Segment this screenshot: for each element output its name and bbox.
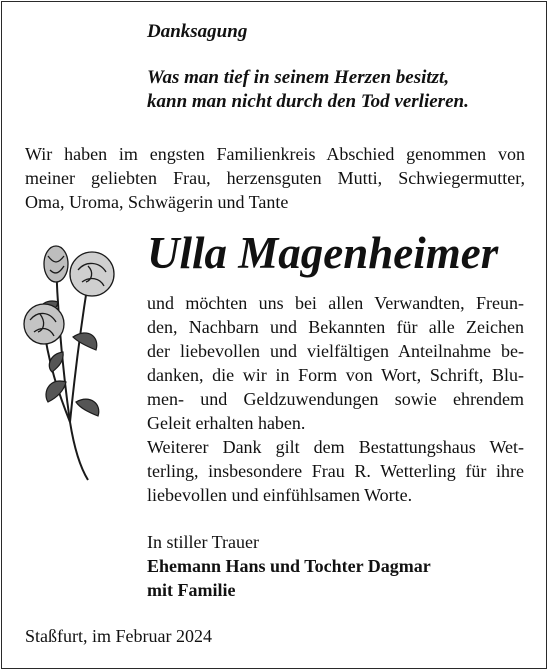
thanks-paragraph: [147, 291, 524, 507]
intro-line: meiner geliebten Frau, herzensguten Mutti, Schwiegermutter,: [25, 168, 525, 188]
signature-family: mit Familie: [147, 580, 236, 600]
intro-line: Wir haben im engsten Familienkreis Abschied genommen von: [25, 144, 525, 164]
signature-intro: In stiller Trauer: [147, 532, 259, 552]
deceased-name: Ulla Magenheimer: [147, 228, 499, 278]
thanks-line: der liebevollen und vielfältigen Anteilnahme be-: [147, 341, 524, 361]
thanks-line: und möchten uns bei allen Verwandten, Freun-: [147, 293, 524, 313]
place-date: Staßfurt, im Februar 2024: [25, 626, 212, 646]
roses-icon: [18, 242, 118, 482]
heading: Danksagung: [147, 21, 248, 42]
intro-paragraph: [25, 142, 525, 214]
quote-line: kann man nicht durch den Tod verlieren.: [147, 91, 469, 112]
thanks-line: men- und Geldzuwendungen sowie ehrendem: [147, 389, 524, 409]
memorial-quote: [147, 66, 469, 114]
thanks-line: danken, die wir in Form von Wort, Schrift, Blu-: [147, 365, 524, 385]
quote-line: Was man tief in seinem Herzen besitzt,: [147, 67, 450, 88]
thanks-line: Geleit erhalten haben.: [147, 413, 306, 433]
thanks-line: Weiterer Dank gilt dem Bestattungshaus Wet-: [147, 437, 524, 457]
intro-line: Oma, Uroma, Schwägerin und Tante: [25, 192, 289, 212]
thanks-line: den, Nachbarn und Bekannten für alle Zeichen: [147, 317, 524, 337]
signature-names: Ehemann Hans und Tochter Dagmar: [147, 556, 431, 576]
thanks-line: liebevollen und einfühlsamen Worte.: [147, 485, 413, 505]
signature-block: [147, 530, 431, 602]
thanks-line: terling, insbesondere Frau R. Wetterling für ihre: [147, 461, 524, 481]
